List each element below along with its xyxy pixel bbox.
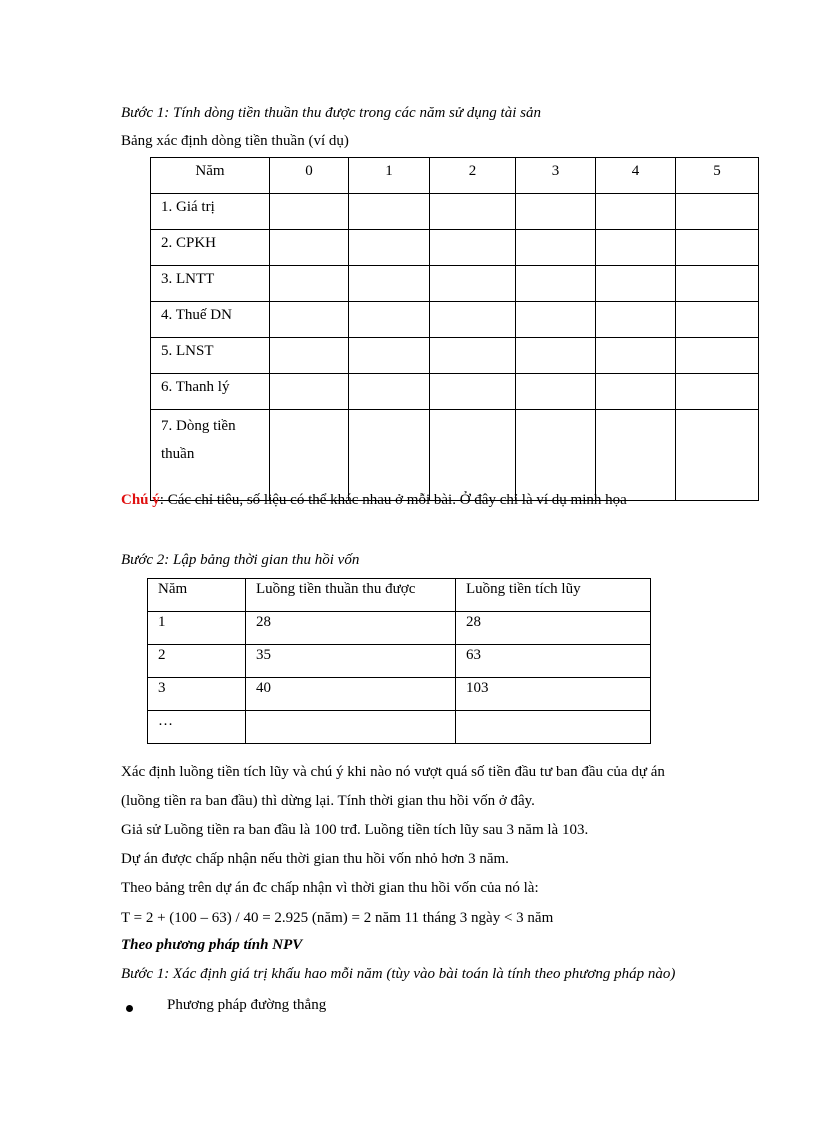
cell: 1 <box>148 612 246 645</box>
header-cell: 3 <box>516 158 596 194</box>
note-label: Chú ý <box>121 492 160 508</box>
paragraph: Giả sử Luồng tiền ra ban đầu là 100 trđ. Luồng tiền tích lũy sau 3 năm là 103. <box>121 822 589 838</box>
table-row <box>151 374 759 410</box>
note-line <box>121 492 627 509</box>
row-label: 3. LNTT <box>151 266 270 302</box>
table-row <box>148 678 651 711</box>
bullet-item: Phương pháp đường thẳng <box>167 997 327 1013</box>
npv-step1: Bước 1: Xác định giá trị khấu hao mỗi năm (tùy vào bài toán là tính theo phương pháp nào) <box>121 966 676 982</box>
table-row <box>151 302 759 338</box>
table-row <box>148 645 651 678</box>
cell: 63 <box>456 645 651 678</box>
row-label: 5. LNST <box>151 338 270 374</box>
payback-table <box>147 578 651 744</box>
cell: 3 <box>148 678 246 711</box>
header-cell: 5 <box>676 158 759 194</box>
cell: 28 <box>246 612 456 645</box>
header-cell: 2 <box>430 158 516 194</box>
cash-flow-table <box>150 157 759 501</box>
header-cell: 0 <box>270 158 349 194</box>
cell: 35 <box>246 645 456 678</box>
cell: 40 <box>246 678 456 711</box>
header-cell: Luồng tiền tích lũy <box>456 579 651 612</box>
cell: 2 <box>148 645 246 678</box>
header-cell: Luồng tiền thuần thu được <box>246 579 456 612</box>
cell: 103 <box>456 678 651 711</box>
step2-title: Bước 2: Lập bảng thời gian thu hồi vốn <box>121 552 360 568</box>
note-text: : Các chỉ tiêu, số liệu có thể khác nhau ở mỗi bài. Ở đây chỉ là ví dụ minh họa <box>159 492 627 508</box>
table-row <box>151 338 759 374</box>
cell <box>456 711 651 744</box>
header-cell: 4 <box>596 158 676 194</box>
paragraph: (luồng tiền ra ban đầu) thì dừng lại. Tính thời gian thu hồi vốn ở đây. <box>121 793 535 809</box>
row-label: 7. Dòng tiền thuần <box>151 410 270 501</box>
cell: 28 <box>456 612 651 645</box>
formula: T = 2 + (100 – 63) / 40 = 2.925 (năm) = 2 năm 11 tháng 3 ngày < 3 năm <box>121 910 554 926</box>
cell: … <box>148 711 246 744</box>
row-label: 2. CPKH <box>151 230 270 266</box>
paragraph: Xác định luồng tiền tích lũy và chú ý khi nào nó vượt quá số tiền đầu tư ban đầu của dự án <box>121 764 665 780</box>
row-label: 1. Giá trị <box>151 194 270 230</box>
paragraph: Dự án được chấp nhận nếu thời gian thu hồi vốn nhỏ hơn 3 năm. <box>121 851 509 867</box>
paragraph: Theo bảng trên dự án đc chấp nhận vì thời gian thu hồi vốn của nó là: <box>121 880 539 896</box>
row-label: 6. Thanh lý <box>151 374 270 410</box>
header-cell: Năm <box>148 579 246 612</box>
table1-caption: Bảng xác định dòng tiền thuần (ví dụ) <box>121 133 349 149</box>
cell <box>246 711 456 744</box>
bullet-icon <box>126 1005 133 1012</box>
table-row <box>148 711 651 744</box>
header-cell: 1 <box>349 158 430 194</box>
step1-title: Bước 1: Tính dòng tiền thuần thu được trong các năm sử dụng tài sản <box>121 105 541 121</box>
table-header-row <box>151 158 759 194</box>
table-row <box>151 410 759 501</box>
row-label: 4. Thuế DN <box>151 302 270 338</box>
table-row <box>151 266 759 302</box>
table-row <box>151 194 759 230</box>
table-header-row <box>148 579 651 612</box>
table-row <box>148 612 651 645</box>
header-cell: Năm <box>151 158 270 194</box>
table-row <box>151 230 759 266</box>
npv-heading: Theo phương pháp tính NPV <box>121 937 303 953</box>
